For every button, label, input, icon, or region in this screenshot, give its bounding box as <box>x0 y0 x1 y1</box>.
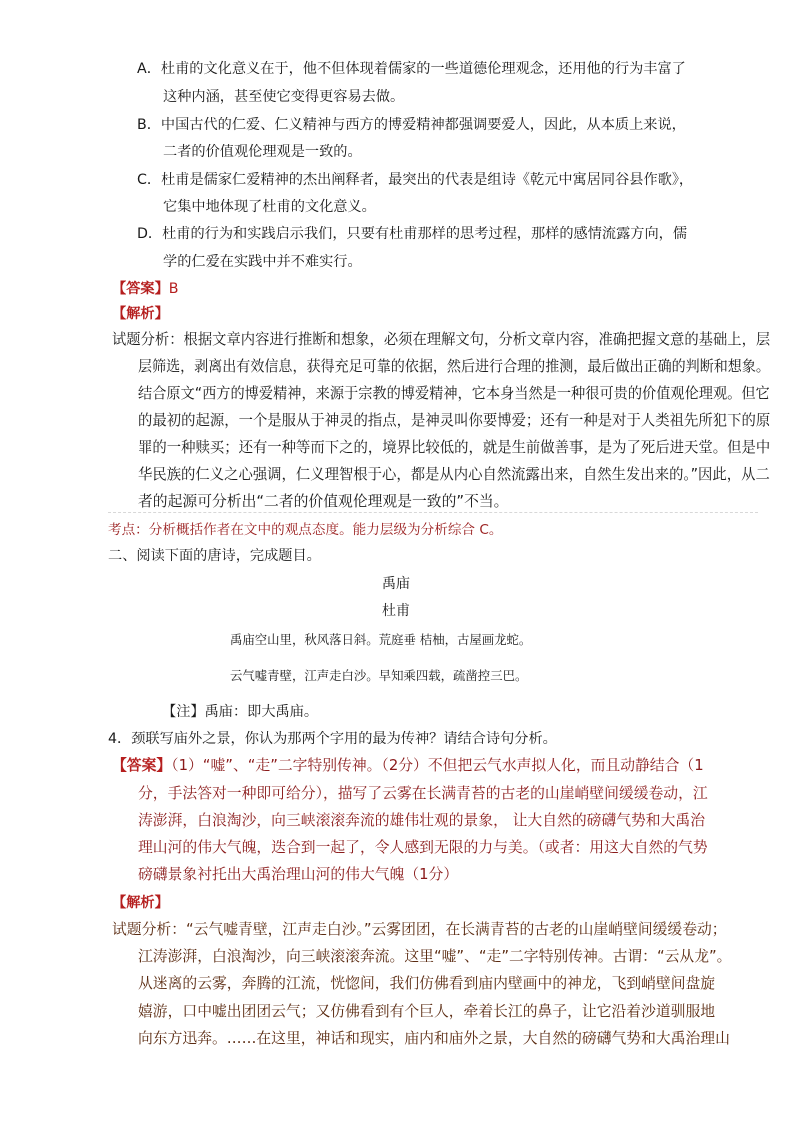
q4-answer-line-3: 涛澎湃，白浪淘沙，向三峡滚滚奔流的雄伟壮观的景象， 让大自然的磅礴气势和大禹治 <box>138 812 705 829</box>
q4-question: 4．颈联写庙外之景，你认为那两个字用的最为传神？请结合诗句分析。 <box>108 731 557 747</box>
option-a-line2: 这种内涵，甚至使它变得更容易去做。 <box>163 89 405 105</box>
q4-answer-line-2: 分，手法答对一种即可给分），描写了云雾在长满青苔的古老的山崖峭壁间缓缓卷动，江 <box>138 785 708 802</box>
option-b-line1: B．中国古代的仁爱、仁义精神与西方的博爱精神都强调要爱人，因此，从本质上来说， <box>137 117 686 133</box>
q4-analysis-label: 【解析】 <box>112 895 169 911</box>
q4-analysis-line-4: 嬉游，口中嘘出团团云气；又仿佛看到有个巨人，牵着长江的鼻子，让它沿着沙道驯服地 <box>138 1003 716 1020</box>
section2-heading: 二、阅读下面的唐诗，完成题目。 <box>108 548 321 564</box>
option-d-line2: 学的仁爱在实践中并不难实行。 <box>163 254 362 270</box>
poem-author: 杜甫 <box>382 603 410 619</box>
q4-answer-line-1 <box>112 756 704 776</box>
poem-note: 【注】禹庙：即大禹庙。 <box>162 704 319 720</box>
answer-value: B <box>168 281 179 297</box>
poem-line-1: 禹庙空山里，秋风落日斜。荒庭垂 桔柚，古屋画龙蛇。 <box>230 632 532 647</box>
q4-analysis-line-3: 从迷离的云雾，奔腾的江流，恍惚间，我们仿佛看到庙内壁画中的神龙，飞到峭壁间盘旋 <box>138 975 716 992</box>
poem-line-2: 云气嘘青壁，江声走白沙。早知乘四载，疏凿控三巴。 <box>230 668 528 683</box>
answer-label: 【答案】 <box>112 281 169 297</box>
q3-analysis-line-3: 结合原文“西方的博爱精神，来源于宗教的博爱精神，它本身当然是一种很可贵的价值观伦理观。但它 <box>138 385 770 402</box>
option-c-line1: C．杜甫是儒家仁爱精神的杰出阐释者，最突出的代表是组诗《乾元中寓居同谷县作歌》， <box>137 172 694 188</box>
q3-kaodian: 考点：分析概括作者在文中的观点态度。能力层级为分析综合 C。 <box>108 522 503 538</box>
q4-answer-line-4: 理山河的伟大气魄，迭合到一起了，令人感到无限的力与美。（或者：用这大自然的气势 <box>138 839 708 856</box>
q3-analysis-line-2: 层筛选，剥离出有效信息，获得充足可靠的依据，然后进行合理的推测，最后做出正确的判断和想象。 <box>138 358 770 375</box>
poem-title: 禹庙 <box>382 576 410 592</box>
option-c-line2: 它集中地体现了杜甫的文化意义。 <box>163 199 376 215</box>
q3-analysis-line-1: 试题分析：根据文章内容进行推断和想象，必须在理解文句，分析文章内容，准确把握文意的基础上，层 <box>112 331 771 348</box>
q3-analysis-line-5: 罪的一种赎买；还有一种等而下之的，境界比较低的，就是生前做善事，是为了死后进天堂。但是中 <box>138 439 771 456</box>
q4-answer-text-1: （1）“嘘”、“走”二字特别传神。（2分）不但把云气水声拟人化，而且动静结合（1 <box>171 757 704 774</box>
q4-analysis-line-1: 试题分析：“云气嘘青壁，江声走白沙。”云雾团团，在长满青苔的古老的山崖峭壁间缓缓卷动； <box>112 921 727 938</box>
q4-analysis-line-5: 向东方迅奔。……在这里，神话和现实，庙内和庙外之景，大自然的磅礴气势和大禹治理山 <box>138 1030 730 1047</box>
q3-answer <box>112 279 179 299</box>
q4-analysis-line-2: 江涛澎湃，白浪淘沙，向三峡滚滚奔流。这里“嘘”、“走”二字特别传神。古谓：“云从龙”。 <box>138 948 732 965</box>
q4-answer-line-5: 磅礴景象衬托出大禹治理山河的伟大气魄（1分） <box>138 866 459 883</box>
section-divider <box>108 512 758 513</box>
q3-analysis-label: 【解析】 <box>112 306 169 322</box>
q3-analysis-line-4: 的最初的起源，一个是服从于神灵的指点，是神灵叫你要博爱；还有一种是对于人类祖先所犯下的原 <box>138 412 771 429</box>
option-b-line2: 二者的价值观伦理观是一致的。 <box>163 144 362 160</box>
option-a-line1: A．杜甫的文化意义在于，他不但体现着儒家的一些道德伦理观念，还用他的行为丰富了 <box>137 61 686 77</box>
q3-analysis-line-6: 华民族的仁义之心强调，仁义理智根于心，都是从内心自然流露出来，自然生发出来的。”因此，从二 <box>138 466 770 483</box>
option-d-line1: D．杜甫的行为和实践启示我们，只要有杜甫那样的思考过程，那样的感情流露方向，儒 <box>137 226 688 242</box>
q4-answer-label: 【答案】 <box>112 757 172 774</box>
q3-analysis-line-7: 者的起源可分析出“二者的价值观伦理观是一致的”不当。 <box>138 493 509 510</box>
